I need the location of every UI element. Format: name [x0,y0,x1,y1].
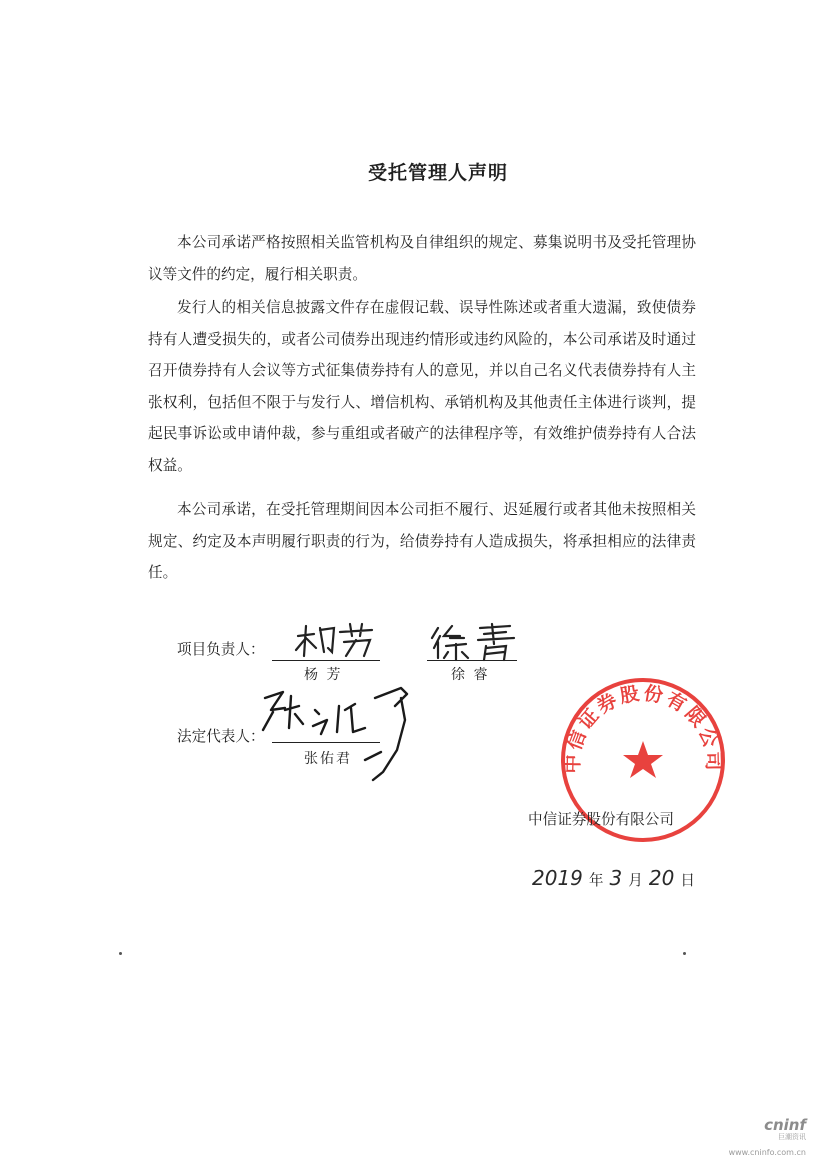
paragraph-liability: 本公司承诺，在受托管理期间因本公司拒不履行、迟延履行或者其他未按照相关规定、约定及本声明履行职责的行为，给债券持有人造成损失，将承担相应的法律责任。 [148,501,696,582]
company-name: 中信证券股份有限公司 [528,811,674,828]
signature-line-3 [272,742,380,743]
date-month-unit: 月 [628,872,643,889]
signature-xu-rui [430,622,520,662]
date-day: 20 [648,866,675,890]
watermark-logo: cninf [764,1116,806,1134]
legal-rep-label: 法定代表人： [177,728,265,745]
printed-name-xu-rui: 徐 睿 [451,667,490,683]
scan-speck [119,952,122,955]
project-lead-label: 项目负责人： [177,641,265,658]
printed-name-zhang-youjun: 张佑君 [304,751,352,767]
paragraph-commitment: 本公司承诺严格按照相关监管机构及自律组织的规定、募集说明书及受托管理协议等文件的约定，履行相关职责。 [148,234,696,283]
watermark-url: www.cninfo.com.cn [728,1148,806,1157]
paragraph-disclosure: 发行人的相关信息披露文件存在虚假记载、误导性陈述或者重大遗漏，致使债券持有人遭受损失的，或者公司债券出现违约情形或违约风险的，本公司承诺及时通过召开债券持有人会议等方式征集债券持有人的意见，并以自己名义代表债券持有人主张权利，包括但不限于与发行人、增信机构、承销机构及其他责任主体进行谈判，提起民事诉讼或申请仲裁，参与重组或者破产的法律程序等，有效维护债券持有人合法权益。 [148,299,696,474]
signature-line-1 [272,660,380,661]
document-title: 受托管理人声明 [367,162,508,184]
date-month: 3 [609,866,623,890]
watermark-sub: 巨潮资讯 [778,1133,806,1141]
printed-name-yang-fang: 杨 芳 [304,667,343,683]
signing-date [532,866,701,890]
seal-text: 中信证券股份有限公司 [561,682,725,774]
scan-speck [683,952,686,955]
signature-line-2 [427,660,517,661]
cninfo-watermark [729,1116,806,1157]
date-day-unit: 日 [680,872,695,889]
date-year: 2019 [532,866,583,890]
signature-yang-fang [294,622,378,660]
signature-zhang-youjun [255,680,425,785]
date-year-unit: 年 [588,872,604,889]
